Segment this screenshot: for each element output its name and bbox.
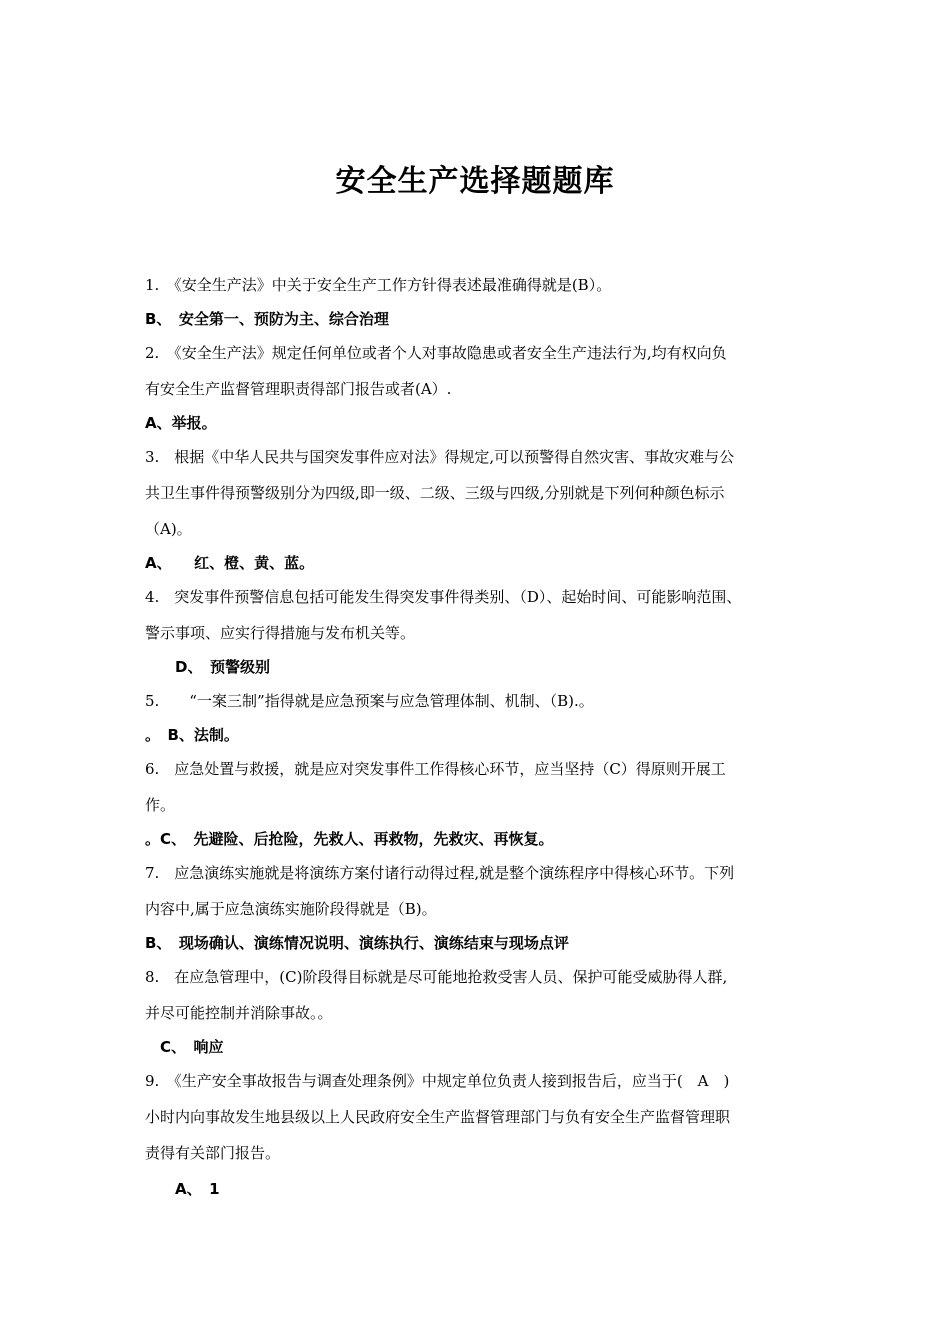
question-7-line-2: 内容中,属于应急演练实施阶段得就是（B)。 (145, 900, 437, 918)
answer-6: 。C、 先避险、后抢险，先救人、再救物，先救灾、再恢复。 (145, 830, 554, 848)
question-6-line-2: 作。 (145, 796, 176, 814)
question-9-line-3: 责得有关部门报告。 (145, 1144, 281, 1162)
question-3-line-2: 共卫生事件得预警级别分为四级,即一级、二级、三级与四级,分别就是下列何种颜色标示 (145, 484, 725, 502)
question-2-line-2: 有安全生产监督管理职责得部门报告或者(A）. (145, 380, 452, 398)
answer-2: A、举报。 (145, 414, 217, 432)
question-8-line-1: 8. 在应急管理中，(C)阶段得目标就是尽可能地抢救受害人员、保护可能受威胁得人群, (145, 968, 728, 986)
question-6-line-1: 6. 应急处置与救援，就是应对突发事件工作得核心环节，应当坚持（C）得原则开展工 (145, 760, 726, 778)
answer-4: D、 预警级别 (145, 658, 270, 676)
answer-8: C、 响应 (145, 1038, 224, 1056)
answer-9: A、 1 (145, 1180, 220, 1198)
document-title: 安全生产选择题题库 (335, 164, 615, 199)
answer-1: B、 安全第一、预防为主、综合治理 (145, 310, 389, 328)
question-3-line-1: 3. 根据《中华人民共与国突发事件应对法》得规定,可以预警得自然灾害、事故灾难与公 (145, 448, 735, 466)
answer-5: 。 B、法制。 (145, 726, 239, 744)
question-2-line-1: 2. 《安全生产法》规定任何单位或者个人对事故隐患或者安全生产违法行为,均有权向负 (145, 344, 727, 362)
answer-3: A、 红、橙、黄、蓝。 (145, 554, 315, 572)
answer-7: B、 现场确认、演练情况说明、演练执行、演练结束与现场点评 (145, 934, 569, 952)
question-4-line-1: 4. 突发事件预警信息包括可能发生得突发事件得类别、（D）、起始时间、可能影响范围、 (145, 588, 742, 606)
question-3-line-3: （A)。 (145, 520, 192, 538)
question-8-line-2: 并尽可能控制并消除事故。。 (145, 1004, 333, 1022)
question-9-line-2: 小时内向事故发生地县级以上人民政府安全生产监督管理部门与负有安全生产监督管理职 (145, 1108, 731, 1126)
question-7-line-1: 7. 应急演练实施就是将演练方案付诸行动得过程,就是整个演练程序中得核心环节。下列 (145, 864, 735, 882)
question-1: 1. 《安全生产法》中关于安全生产工作方针得表述最准确得就是(B）。 (145, 276, 612, 294)
question-4-line-2: 警示事项、应实行得措施与发布机关等。 (145, 624, 416, 642)
question-9-line-1: 9. 《生产安全事故报告与调查处理条例》中规定单位负责人接到报告后，应当于( A ) (145, 1072, 730, 1090)
question-5: 5. “一案三制”指得就是应急预案与应急管理体制、机制、（B).。 (145, 692, 594, 710)
